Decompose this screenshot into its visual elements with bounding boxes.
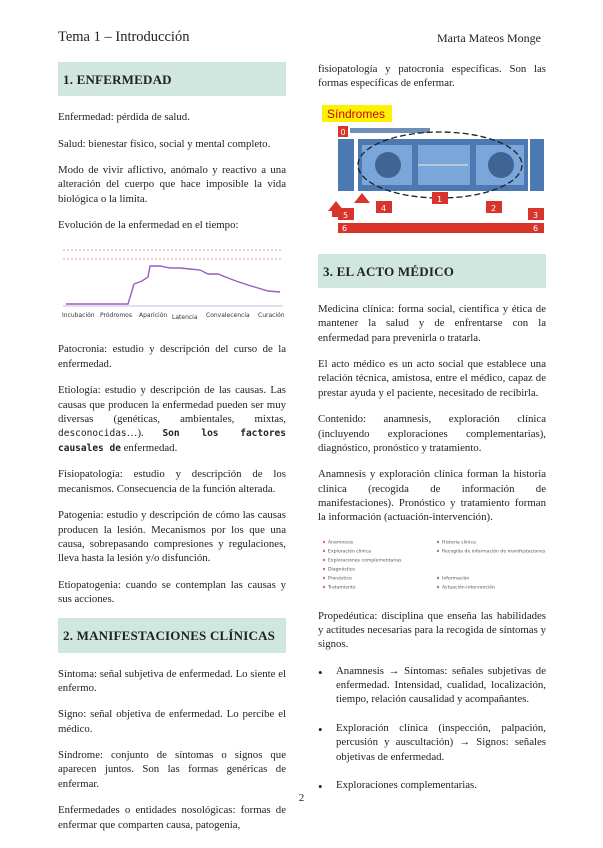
acto-medico-table — [318, 537, 546, 595]
paragraph-modo-de-vivir: Modo de vivir aflictivo, anómalo y reactivo a una alteración del cuerpo que hace imposible la vida biológica o la limita. — [58, 164, 286, 205]
table-right-5: Información — [442, 576, 470, 582]
list-item: • Anamnesis → Síntomas: señales subjetivas de enfermedad. Intensidad, cualidad, localización, tiempo, relación causalidad y acompañantes. — [318, 664, 546, 707]
diagram-panel-right — [530, 139, 544, 191]
label-convalecencia: Convalecencia — [206, 312, 250, 320]
page-header-title: Tema 1 – Introducción — [58, 29, 190, 45]
label-aparicion: Aparición — [139, 312, 168, 320]
paragraph-etiologia: Etiología: estudio y descripción de las causas. Las causas que producen la enfermedad pueden ser muy diversas (genéticas, ambientales, mixtas, desconocidas…). Son los factores causales de enfermedad. — [58, 384, 286, 454]
paragraph-patocronia: Patocronia: estudio y descripción del curso de la enfermedad. — [58, 343, 286, 370]
paragraph-signo: Signo: señal objetiva de enfermedad. Lo percibe el médico. — [58, 708, 286, 735]
paragraph-evolucion: Evolución de la enfermedad en el tiempo: — [58, 219, 239, 232]
paragraph-propedeutica: Propedéutica: disciplina que enseña las habilidades y actitudes necesarias para la recogida de síntomas y signos. — [318, 609, 546, 651]
diagram-step-1: 1 — [437, 194, 443, 204]
paragraph-sintoma: Síntoma: señal subjetiva de enfermedad. Lo siente el enfermo. — [58, 667, 286, 694]
diagram-panel-left — [338, 139, 354, 191]
left-column — [58, 62, 286, 844]
table-left-5: Pronóstico — [328, 576, 352, 582]
paragraph-sindrome: Síndrome: conjunto de síntomas o signos que aparecen juntos. Son las formas genéricas de enfermar. — [58, 749, 286, 790]
page-header-author: Marta Mateos Monge — [437, 31, 541, 45]
disease-curve — [66, 266, 280, 304]
paragraph-acto-medico: El acto médico es un acto social que establece una relación técnica, amistosa, entre el médico, capaz de prestar ayuda y el paciente, necesitado de recibirla. — [318, 358, 546, 399]
diagram-step-0: 0 — [340, 127, 346, 137]
label-prodromos: Pródromos — [100, 312, 132, 320]
section-heading-enfermedad: 1. ENFERMEDAD — [58, 62, 286, 96]
right-column — [318, 62, 546, 806]
diagram-arrow-up-left-2 — [354, 193, 370, 203]
list-item: • Exploración clínica (inspección, palpación, percusión y auscultación) → Signos: señales objetivas de enfermedad. — [318, 721, 546, 764]
label-latencia: Latencia — [172, 314, 198, 322]
paragraph-etiopatogenia: Etiopatogenia: cuando se contemplan las causas y sus acciones. — [58, 578, 286, 605]
table-right-2: Recogida de información de manifestaciones — [442, 549, 546, 555]
section-heading-manifestaciones: 2. MANIFESTACIONES CLÍNICAS — [58, 618, 286, 652]
paragraph-contenido: Contenido: anamnesis, exploración clínica (incluyendo exploraciones complementarias), diagnóstico, pronóstico y tratamiento. — [318, 413, 546, 454]
table-left-6: Tratamiento — [328, 585, 356, 591]
diagram-step-3: 3 — [533, 210, 539, 220]
label-curacion: Curación — [258, 312, 285, 320]
paragraph-medicina-clinica: Medicina clínica: forma social, científica y ética de mantener la salud y de enfrentarse con la enfermedad para prevenirla o tratarla. — [318, 303, 546, 344]
table-left-3: Exploraciones complementarias — [328, 558, 402, 564]
page-number: 2 — [298, 792, 305, 804]
diagram-step-5: 5 — [343, 210, 349, 220]
diagram-left-tree — [375, 152, 401, 178]
disease-evolution-chart — [58, 244, 286, 328]
sindromes-diagram — [318, 103, 546, 238]
paragraph-salud: Salud: bienestar físico, social y mental completo. — [58, 137, 271, 150]
diagram-title: Síndromes — [327, 106, 386, 121]
table-right-1: Historia clínica — [442, 540, 476, 546]
diagram-step-6-left: 6 — [342, 223, 348, 233]
paragraph-patogenia: Patogenia: estudio y descripción de cómo las causas producen la lesión. Mecanismos por los que una causa, sobrepasando compresiones y regulaciones, lleva hasta la lesión y/o disfunción. — [58, 509, 286, 565]
table-left-2: Exploración clínica — [328, 549, 371, 555]
paragraph-enfermedad: Enfermedad: pérdida de salud. — [58, 111, 190, 124]
diagram-step-6-right: 6 — [533, 223, 539, 233]
label-incubacion: Incubación — [62, 312, 95, 320]
diagram-top-bar — [350, 128, 430, 133]
section-heading-acto-medico: 3. EL ACTO MÉDICO — [318, 254, 546, 288]
diagram-right-tree — [488, 152, 514, 178]
table-right-6: Actuación-intervención — [442, 585, 495, 591]
table-left-4: Diagnóstico — [328, 567, 356, 573]
paragraph-continuation: fisiopatología y patocronia específicas. Son las formas específicas de enfermar. — [318, 63, 546, 90]
diagram-step-4: 4 — [381, 203, 387, 213]
diagram-bottom-bar — [338, 223, 544, 233]
propedeutica-list — [318, 664, 546, 793]
list-item: • Exploraciones complementarias. — [318, 778, 546, 792]
table-left-1: Anamnesis — [328, 540, 354, 546]
paragraph-fisiopatologia: Fisiopatología: estudio y descripción de los mecanismos. Consecuencia de la función alterada. — [58, 468, 286, 495]
paragraph-entidades-nosologicas: Enfermedades o entidades nosológicas: formas de enfermar que comparten causa, patogenia, — [58, 804, 286, 831]
paragraph-historia-clinica: Anamnesis y exploración clínica forman la historia clínica (recogida de información de manifestaciones). Pronóstico y tratamiento forman la información (actuación-intervención). — [318, 468, 546, 524]
diagram-step-2: 2 — [491, 203, 497, 213]
